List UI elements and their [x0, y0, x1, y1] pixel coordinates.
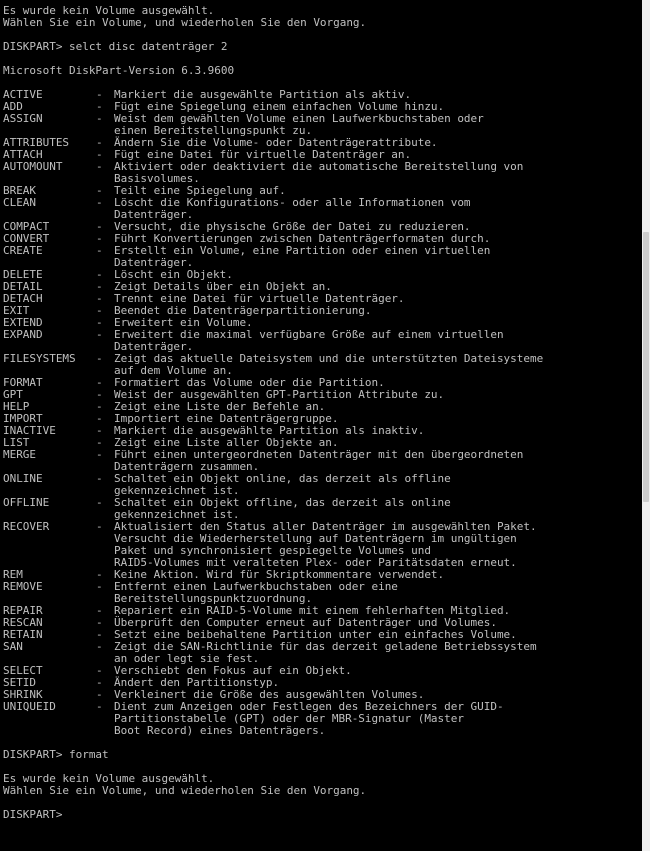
help-command-description: Ändern Sie die Volume- oder Datenträgerattribute. [114, 136, 438, 149]
help-command-name: REM [3, 568, 23, 581]
help-command-description: an oder legt sie fest. [114, 652, 260, 665]
help-command-name: RECOVER [3, 520, 50, 533]
help-command-description: Fügt eine Spiegelung einem einfachen Volume hinzu. [114, 100, 445, 113]
help-command-description: Basisvolumes. [114, 172, 200, 185]
help-command-name: DETACH [3, 292, 43, 305]
console-line: Wählen Sie ein Volume, und wiederholen Sie den Vorgang. [3, 784, 367, 797]
help-command-description: Erweitert die maximal verfügbare Größe auf einem virtuellen [114, 328, 504, 341]
help-command-name: MERGE [3, 448, 37, 461]
help-separator: - [96, 148, 110, 161]
help-command-description: gekennzeichnet ist. [114, 484, 240, 497]
help-command-description: Formatiert das Volume oder die Partition. [114, 376, 385, 389]
console-line: Es wurde kein Volume ausgewählt. [3, 4, 215, 17]
help-command-description: Markiert die ausgewählte Partition als aktiv. [114, 88, 412, 101]
help-separator: - [96, 328, 110, 341]
vertical-scrollbar[interactable] [642, 0, 650, 851]
help-command-name: INACTIVE [3, 424, 56, 437]
help-separator: - [96, 412, 110, 425]
prompt-line: DISKPART> format [3, 748, 109, 761]
help-entry [3, 353, 639, 365]
scrollbar-thumb[interactable] [643, 232, 649, 502]
help-command-description: Aktualisiert den Status aller Datenträger im ausgewählten Paket. [114, 520, 537, 533]
help-command-description: Zeigt Details über ein Objekt an. [114, 280, 332, 293]
help-command-name: AUTOMOUNT [3, 160, 63, 173]
help-separator: - [96, 496, 110, 509]
help-command-description: Datenträger. [114, 208, 194, 221]
help-command-description: Fügt eine Datei für virtuelle Datenträger an. [114, 148, 412, 161]
help-command-name: FORMAT [3, 376, 43, 389]
help-command-description: Führt einen untergeordneten Datenträger mit den übergeordneten [114, 448, 524, 461]
help-command-name: SELECT [3, 664, 43, 677]
help-command-description: Datenträgern zusammen. [114, 460, 260, 473]
help-separator: - [96, 376, 110, 389]
help-command-description: Versucht die Wiederherstellung auf Datenträgern im ungültigen [114, 532, 517, 545]
help-separator: - [96, 352, 110, 365]
help-command-name: LIST [3, 436, 30, 449]
help-command-description: Schaltet ein Objekt offline, das derzeit als online [114, 496, 451, 509]
help-separator: - [96, 388, 110, 401]
help-command-name: OFFLINE [3, 496, 50, 509]
help-command-description: Datenträger. [114, 256, 194, 269]
help-command-description: Versucht, die physische Größe der Datei zu reduzieren. [114, 220, 471, 233]
help-separator: - [96, 700, 110, 713]
help-command-description: Zeigt das aktuelle Dateisystem und die unterstützten Dateisysteme [114, 352, 544, 365]
help-separator: - [96, 448, 110, 461]
help-command-name: CLEAN [3, 196, 37, 209]
help-command-description: Partitionstabelle (GPT) oder der MBR-Signatur (Master [114, 712, 464, 725]
help-command-description: Datenträger. [114, 340, 194, 353]
help-separator: - [96, 136, 110, 149]
help-command-description: Weist der ausgewählten GPT-Partition Attribute zu. [114, 388, 445, 401]
help-command-name: SHRINK [3, 688, 43, 701]
help-command-description: Entfernt einen Laufwerkbuchstaben oder eine [114, 580, 398, 593]
command-prompt[interactable]: DISKPART> [3, 808, 63, 821]
help-command-description: Zeigt eine Liste aller Objekte an. [114, 436, 339, 449]
help-entry [3, 245, 639, 257]
help-command-description: Schaltet ein Objekt online, das derzeit als offline [114, 472, 451, 485]
help-command-name: ONLINE [3, 472, 43, 485]
help-command-name: SETID [3, 676, 37, 689]
help-command-description: Bereitstellungspunktzuordnung. [114, 592, 313, 605]
help-entry [3, 449, 639, 461]
help-command-name: EXIT [3, 304, 30, 317]
help-command-description: gekennzeichnet ist. [114, 508, 240, 521]
help-separator: - [96, 436, 110, 449]
help-separator: - [96, 472, 110, 485]
help-command-name: DELETE [3, 268, 43, 281]
help-separator: - [96, 520, 110, 533]
help-command-name: CONVERT [3, 232, 50, 245]
help-command-description: Paket und synchronisiert gespiegelte Volumes und [114, 544, 431, 557]
help-entry [3, 329, 639, 341]
help-command-name: ADD [3, 100, 23, 113]
help-command-list [3, 89, 639, 737]
help-command-description: Aktiviert oder deaktiviert die automatische Bereitstellung von [114, 160, 524, 173]
help-separator: - [96, 292, 110, 305]
help-entry [3, 113, 639, 125]
help-separator: - [96, 280, 110, 293]
help-command-name: COMPACT [3, 220, 50, 233]
help-separator: - [96, 268, 110, 281]
help-separator: - [96, 580, 110, 593]
help-separator: - [96, 160, 110, 173]
help-command-description: Repariert ein RAID-5-Volume mit einem fehlerhaften Mitglied. [114, 604, 511, 617]
help-entry-continuation [3, 725, 639, 737]
help-command-description: Erweitert ein Volume. [114, 316, 253, 329]
help-command-description: Führt Konvertierungen zwischen Datenträgerformaten durch. [114, 232, 491, 245]
help-command-description: Keine Aktion. Wird für Skriptkommentare verwendet. [114, 568, 445, 581]
help-command-name: ACTIVE [3, 88, 43, 101]
help-command-description: Trennt eine Datei für virtuelle Datenträger. [114, 292, 405, 305]
help-separator: - [96, 184, 110, 197]
help-command-description: Verkleinert die Größe des ausgewählten Volumes. [114, 688, 425, 701]
prompt-line: DISKPART> selct disc datenträger 2 [3, 40, 228, 53]
help-separator: - [96, 628, 110, 641]
help-command-description: Erstellt ein Volume, eine Partition oder einen virtuellen [114, 244, 491, 257]
help-command-name: ATTRIBUTES [3, 136, 70, 149]
help-entry [3, 473, 639, 485]
console-line: Es wurde kein Volume ausgewählt. [3, 772, 215, 785]
help-command-description: Zeigt eine Liste der Befehle an. [114, 400, 326, 413]
console-output [3, 5, 639, 821]
help-separator: - [96, 220, 110, 233]
help-command-name: FILESYSTEMS [3, 352, 76, 365]
help-command-name: BREAK [3, 184, 37, 197]
help-command-name: ATTACH [3, 148, 43, 161]
help-separator: - [96, 676, 110, 689]
help-command-description: Boot Record) eines Datenträgers. [114, 724, 326, 737]
help-command-description: RAID5-Volumes mit veralteten Plex- oder Paritätsdaten erneut. [114, 556, 517, 569]
help-command-name: RESCAN [3, 616, 43, 629]
help-separator: - [96, 196, 110, 209]
help-command-name: REMOVE [3, 580, 43, 593]
help-command-name: EXTEND [3, 316, 43, 329]
help-command-description: Weist dem gewählten Volume einen Laufwerkbuchstaben oder [114, 112, 484, 125]
console-line: Wählen Sie ein Volume, und wiederholen Sie den Vorgang. [3, 16, 367, 29]
help-separator: - [96, 304, 110, 317]
help-command-description: Setzt eine beibehaltene Partition unter ein einfaches Volume. [114, 628, 517, 641]
help-entry [3, 581, 639, 593]
help-command-name: IMPORT [3, 412, 43, 425]
help-command-name: HELP [3, 400, 30, 413]
help-entry [3, 197, 639, 209]
help-separator: - [96, 316, 110, 329]
blank-line [3, 797, 639, 809]
help-command-name: ASSIGN [3, 112, 43, 125]
help-separator: - [96, 400, 110, 413]
help-command-name: UNIQUEID [3, 700, 56, 713]
help-entry [3, 641, 639, 653]
help-separator: - [96, 616, 110, 629]
help-command-description: Ändert den Partitionstyp. [114, 676, 280, 689]
help-command-name: DETAIL [3, 280, 43, 293]
help-command-description: Teilt eine Spiegelung auf. [114, 184, 286, 197]
help-command-description: Dient zum Anzeigen oder Festlegen des Bezeichners der GUID- [114, 700, 504, 713]
help-command-name: CREATE [3, 244, 43, 257]
help-command-description: Überprüft den Computer erneut auf Datenträger und Volumes. [114, 616, 497, 629]
help-separator: - [96, 88, 110, 101]
help-command-description: auf dem Volume an. [114, 364, 233, 377]
help-entry [3, 497, 639, 509]
help-command-description: Importiert eine Datenträgergruppe. [114, 412, 339, 425]
help-separator: - [96, 424, 110, 437]
help-separator: - [96, 232, 110, 245]
help-separator: - [96, 640, 110, 653]
help-separator: - [96, 244, 110, 257]
help-command-description: Markiert die ausgewählte Partition als inaktiv. [114, 424, 425, 437]
version-line: Microsoft DiskPart-Version 6.3.9600 [3, 64, 235, 77]
help-entry [3, 161, 639, 173]
help-command-description: einen Bereitstellungspunkt zu. [114, 124, 313, 137]
help-command-description: Zeigt die SAN-Richtlinie für das derzeit geladene Betriebssystem [114, 640, 537, 653]
help-separator: - [96, 568, 110, 581]
help-separator: - [96, 100, 110, 113]
help-separator: - [96, 112, 110, 125]
help-command-name: RETAIN [3, 628, 43, 641]
help-command-name: REPAIR [3, 604, 43, 617]
help-separator: - [96, 688, 110, 701]
help-command-description: Verschiebt den Fokus auf ein Objekt. [114, 664, 352, 677]
help-separator: - [96, 604, 110, 617]
help-command-description: Löscht die Konfigurations- oder alle Informationen vom [114, 196, 471, 209]
help-command-description: Löscht ein Objekt. [114, 268, 233, 281]
help-command-description: Beendet die Datenträgerpartitionierung. [114, 304, 372, 317]
help-command-name: EXPAND [3, 328, 43, 341]
help-separator: - [96, 664, 110, 677]
help-command-name: SAN [3, 640, 23, 653]
help-command-name: GPT [3, 388, 23, 401]
